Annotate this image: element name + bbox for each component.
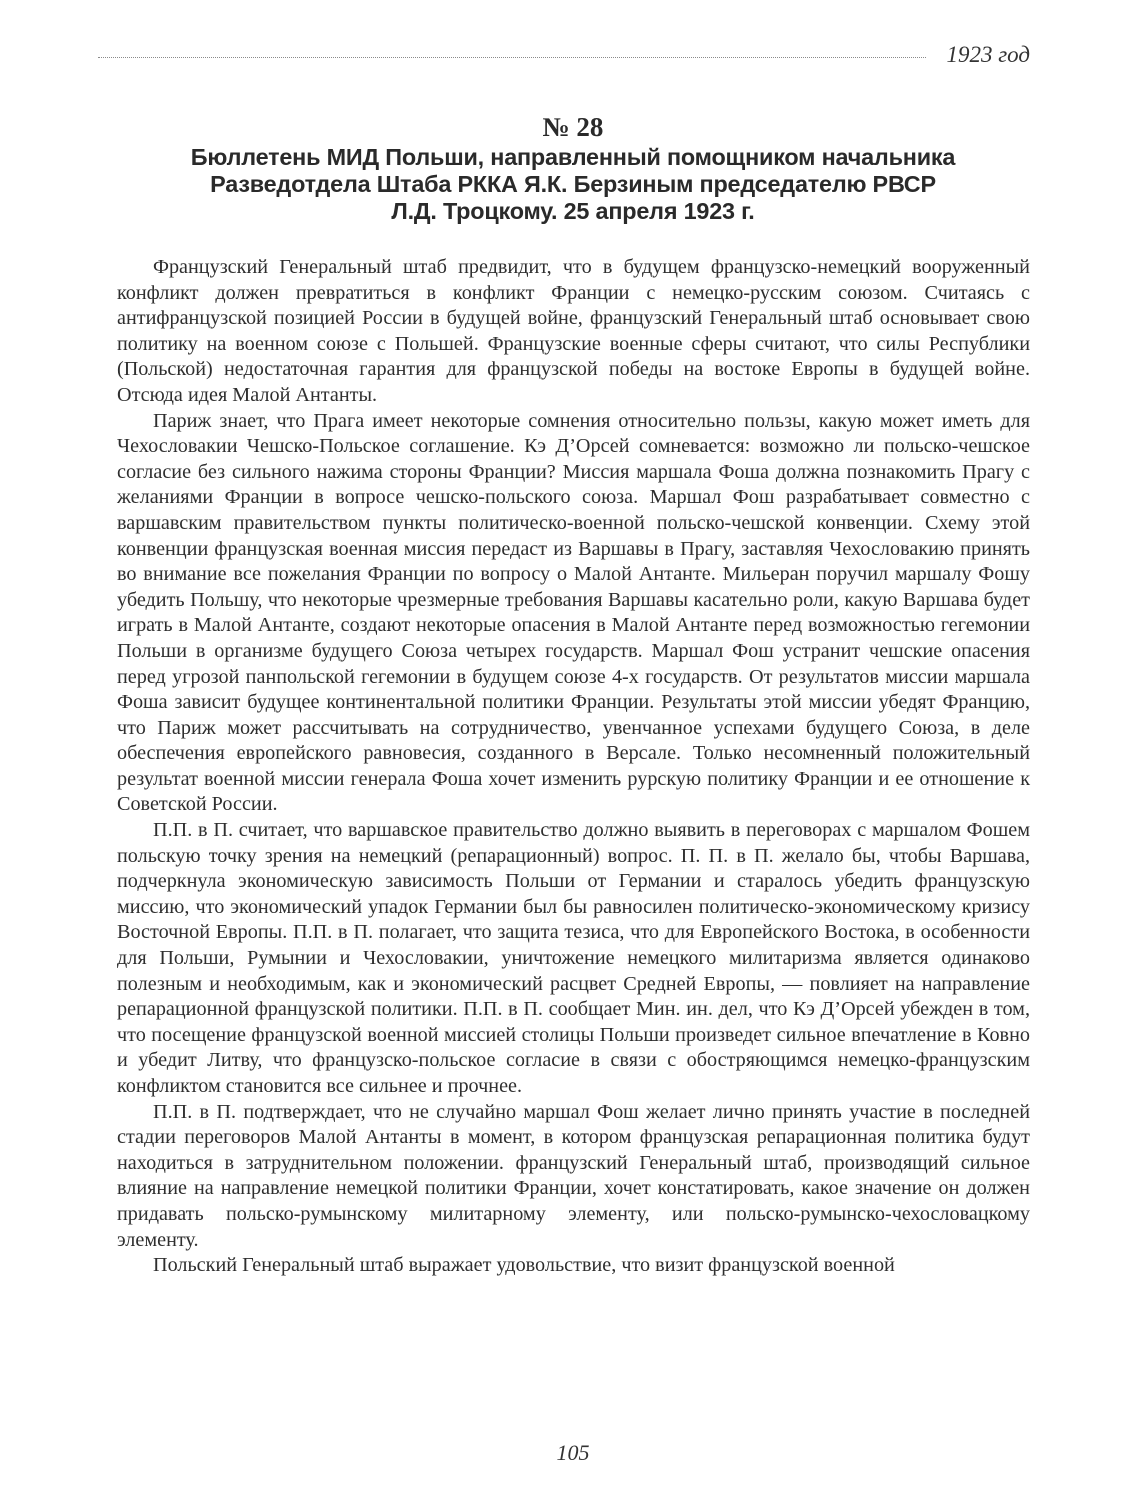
paragraph-2: Париж знает, что Прага имеет некоторые сомнения относительно пользы, какую может иметь для Чехословакии Чешско-Польское соглашение. Кэ Д’Орсей сомневается: возможно ли польско-чешское согласие без сильного нажима стороны Франции? Миссия маршала Фоша должна познакомить Прагу с желаниями Франции в вопросе чешско-польского союза. Маршал Фош разрабатывает совместно с варшавским правительством пункты политическо-военной польско-чешской конвенции. Схему этой конвенции французская военная миссия передаст из Варшавы в Прагу, заставляя Чехословакию принять во внимание все пожелания Франции по вопросу о Малой Антанте. Мильеран поручил маршалу Фошу убедить Польшу, что некоторые чрезмерные требования Варшавы касательно роли, какую Варшава будет играть в Малой Антанте, создают некоторые опасения в Малой Антанте перед возможностью гегемонии Польши в организме будущего Союза четырех государств. Маршал Фош устранит чешские опасения перед угрозой панпольской гегемонии в будущем союзе 4-х государств. От результатов миссии маршала Фоша зависит будущее континентальной политики Франции. Результаты этой миссии убедят Францию, что Париж может рассчитывать на сотрудничество, увенчанное успехами будущего Союза, в деле обеспечения европейского равновесия, созданного в Версале. Только несомненный положительный результат военной миссии генерала Фоша хочет изменить рурскую политику Франции и ее отношение к Советской России. <box>117 409 1030 816</box>
document-title-line-3: Л.Д. Троцкому. 25 апреля 1923 г. <box>391 198 755 224</box>
document-body <box>117 255 1030 1279</box>
running-header <box>98 40 1030 70</box>
document-heading <box>120 112 1026 225</box>
document-number: № 28 <box>542 112 604 142</box>
running-title: 1923 год <box>946 42 1030 67</box>
paragraph-3: П.П. в П. считает, что варшавское правительство должно выявить в переговорах с маршалом Фошем польскую точку зрения на немецкий (репарационный) вопрос. П. П. в П. желало бы, чтобы Варшава, подчеркнула экономическую зависимость Польши от Германии и старалось убедить французскую миссию, что экономический упадок Германии был бы равносилен политическо-экономическому кризису Восточной Европы. П.П. в П. полагает, что защита тезиса, что для Европейского Востока, в особенности для Польши, Румынии и Чехословакии, уничтожение немецкого милитаризма является одинаково полезным и необходимым, как и экономический расцвет Средней Европы, — повлияет на направление репарационной французской политики. П.П. в П. сообщает Мин. ин. дел, что Кэ Д’Орсей убежден в том, что посещение французской военной миссией столицы Польши произведет сильное впечатление в Ковно и убедит Литву, что французско-польское согласие в связи с обостряющимся немецко-французским конфликтом становится все сильнее и прочнее. <box>117 819 1030 1097</box>
paragraph-5: Польский Генеральный штаб выражает удовольствие, что визит французской военной <box>153 1254 895 1277</box>
header-dotted-rule <box>98 57 926 58</box>
document-title-line-1: Бюллетень МИД Польши, направленный помощником начальника <box>190 144 956 170</box>
paragraph-1: Французский Генеральный штаб предвидит, что в будущем французско-немецкий вооруженный конфликт должен превратиться в конфликт Франции с немецко-русским союзом. Считаясь с антифранцузской позицией России в будущей войне, французский Генеральный штаб основывает свою политику на военном союзе с Польшей. Французские военные сферы считают, что силы Республики (Польской) недостаточная гарантия для французской победы на востоке Европы в будущей войне. Отсюда идея Малой Антанты. <box>117 256 1030 406</box>
document-title-line-2: Разведотдела Штаба РККА Я.К. Берзиным председателю РВСР <box>210 171 936 197</box>
paragraph-4: П.П. в П. подтверждает, что не случайно маршал Фош желает лично принять участие в последней стадии переговоров Малой Антанты в момент, в котором французская репарационная политика будут находиться в затруднительном положении. французский Генеральный штаб, производящий сильное влияние на направление немецкой политики Франции, хочет констатировать, какое значение он должен придавать польско-румынскому милитарному элементу, или польско-румынско-чехословацкому элементу. <box>117 1100 1030 1251</box>
page-number: 105 <box>556 1440 590 1465</box>
